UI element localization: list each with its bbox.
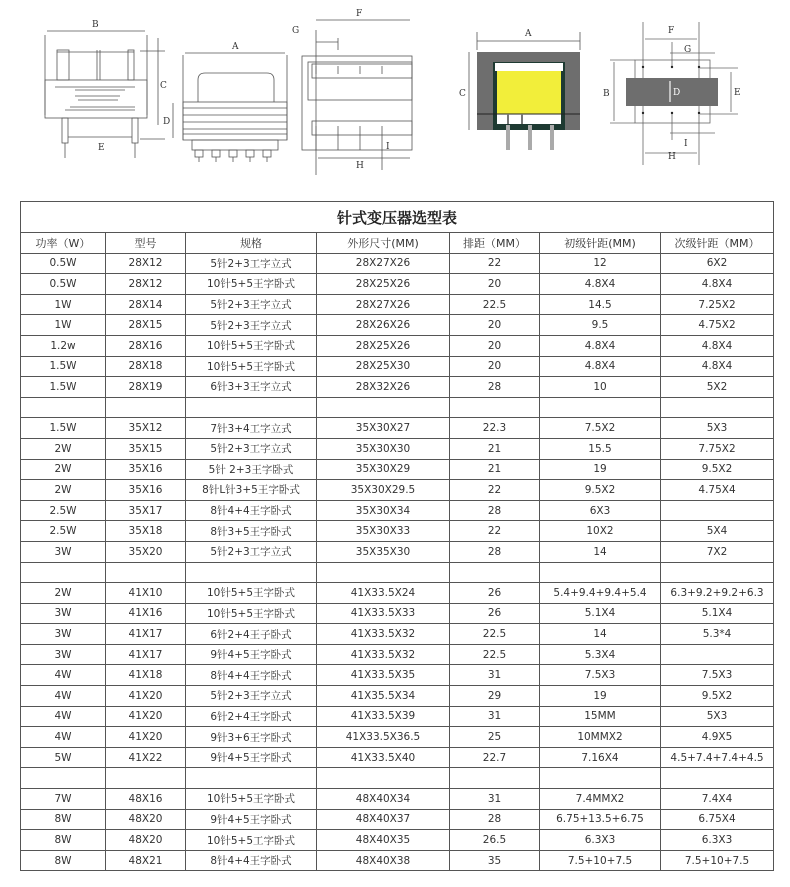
cell-model: 41X22 [106, 747, 186, 768]
table-row [21, 377, 774, 398]
cell-dimensions: 28X25X26 [317, 335, 450, 356]
table-row [21, 665, 774, 686]
cell-dimensions: 35X30X33 [317, 521, 450, 542]
pin-layout-diagram [290, 0, 415, 180]
cell-row-spacing: 26 [450, 583, 540, 604]
cell-spec: 5针2+3王字立式 [186, 315, 317, 336]
cell-secondary-pin-pitch: 7.4X4 [661, 789, 774, 810]
cell-model: 35X18 [106, 521, 186, 542]
table-row [21, 274, 774, 295]
cell-power: 1.5W [21, 356, 106, 377]
cell-model: 35X15 [106, 438, 186, 459]
empty-cell [317, 397, 450, 418]
cell-model: 48X21 [106, 850, 186, 871]
cell-primary-pin-pitch: 10 [540, 377, 661, 398]
cell-spec: 7针3+4工字立式 [186, 418, 317, 439]
cell-primary-pin-pitch: 15MM [540, 706, 661, 727]
cell-secondary-pin-pitch: 7.25X2 [661, 294, 774, 315]
cell-secondary-pin-pitch [661, 500, 774, 521]
table-title: 针式变压器选型表 [21, 202, 774, 233]
cell-power: 8W [21, 850, 106, 871]
cell-model: 41X17 [106, 624, 186, 645]
cell-model: 28X12 [106, 253, 186, 274]
cell-primary-pin-pitch: 19 [540, 686, 661, 707]
table-separator-row [21, 768, 774, 789]
cell-spec: 5针2+3工字立式 [186, 541, 317, 562]
empty-cell [661, 562, 774, 583]
cell-row-spacing: 28 [450, 541, 540, 562]
cell-power: 1.2w [21, 335, 106, 356]
cell-power: 0.5W [21, 274, 106, 295]
cell-spec: 6针2+4王字卧式 [186, 706, 317, 727]
cell-row-spacing: 31 [450, 665, 540, 686]
empty-cell [106, 397, 186, 418]
cell-primary-pin-pitch: 5.4+9.4+9.4+5.4 [540, 583, 661, 604]
table-row [21, 418, 774, 439]
cell-dimensions: 48X40X37 [317, 809, 450, 830]
cell-model: 41X16 [106, 603, 186, 624]
cell-power: 2W [21, 438, 106, 459]
cell-spec: 5针2+3王字立式 [186, 294, 317, 315]
cell-primary-pin-pitch: 19 [540, 459, 661, 480]
empty-cell [21, 562, 106, 583]
side-view-diagram [40, 0, 170, 170]
cell-row-spacing: 26 [450, 603, 540, 624]
cell-secondary-pin-pitch: 6.3+9.2+9.2+6.3 [661, 583, 774, 604]
cell-primary-pin-pitch: 4.8X4 [540, 356, 661, 377]
footprint-diagram [600, 0, 750, 170]
empty-cell [450, 768, 540, 789]
cell-spec: 8针3+5王字卧式 [186, 521, 317, 542]
cell-dimensions: 28X27X26 [317, 253, 450, 274]
header-power: 功率（W） [21, 233, 106, 254]
header-primary-pin-pitch: 初级针距(MM) [540, 233, 661, 254]
cell-secondary-pin-pitch: 6.3X3 [661, 830, 774, 851]
header-dimensions: 外形尺寸(MM) [317, 233, 450, 254]
cell-model: 28X12 [106, 274, 186, 295]
cell-spec: 8针4+4王字卧式 [186, 665, 317, 686]
cell-row-spacing: 21 [450, 459, 540, 480]
transformer-selection-table [20, 201, 774, 871]
dimension-label-d: D [163, 117, 171, 127]
cell-row-spacing: 22.5 [450, 294, 540, 315]
cell-primary-pin-pitch: 10MMX2 [540, 727, 661, 748]
table-row [21, 809, 774, 830]
cell-model: 28X14 [106, 294, 186, 315]
table-row [21, 727, 774, 748]
cell-dimensions: 41X33.5X39 [317, 706, 450, 727]
dimension-label-c: C [160, 81, 167, 91]
cell-primary-pin-pitch: 7.5X3 [540, 665, 661, 686]
cell-power: 2.5W [21, 521, 106, 542]
cell-primary-pin-pitch: 7.5+10+7.5 [540, 850, 661, 871]
cell-primary-pin-pitch: 14 [540, 541, 661, 562]
cell-row-spacing: 22.7 [450, 747, 540, 768]
cell-row-spacing: 21 [450, 438, 540, 459]
cell-row-spacing: 35 [450, 850, 540, 871]
cell-dimensions: 28X27X26 [317, 294, 450, 315]
cell-row-spacing: 20 [450, 335, 540, 356]
table-row [21, 438, 774, 459]
cell-row-spacing: 22.5 [450, 624, 540, 645]
cell-secondary-pin-pitch: 9.5X2 [661, 686, 774, 707]
cell-secondary-pin-pitch: 5X3 [661, 418, 774, 439]
empty-cell [186, 562, 317, 583]
cell-secondary-pin-pitch: 4.5+7.4+7.4+4.5 [661, 747, 774, 768]
cell-model: 35X20 [106, 541, 186, 562]
cell-model: 35X12 [106, 418, 186, 439]
cell-power: 1.5W [21, 418, 106, 439]
cell-power: 3W [21, 603, 106, 624]
cell-power: 7W [21, 789, 106, 810]
footprint-label-i: I [684, 139, 688, 149]
cell-secondary-pin-pitch: 5X2 [661, 377, 774, 398]
header-model: 型号 [106, 233, 186, 254]
empty-cell [186, 768, 317, 789]
cell-spec: 5针2+3工字立式 [186, 438, 317, 459]
dimension-label-b: B [92, 20, 99, 30]
empty-cell [540, 768, 661, 789]
cell-power: 4W [21, 706, 106, 727]
cell-primary-pin-pitch: 5.3X4 [540, 644, 661, 665]
cell-secondary-pin-pitch: 5.3*4 [661, 624, 774, 645]
footprint-label-g: G [684, 45, 692, 55]
cell-secondary-pin-pitch: 5.1X4 [661, 603, 774, 624]
cell-power: 1W [21, 315, 106, 336]
cell-model: 41X18 [106, 665, 186, 686]
cell-primary-pin-pitch: 14.5 [540, 294, 661, 315]
empty-cell [21, 768, 106, 789]
table-row [21, 500, 774, 521]
empty-cell [106, 562, 186, 583]
table-row [21, 253, 774, 274]
cell-dimensions: 41X33.5X32 [317, 644, 450, 665]
empty-cell [661, 397, 774, 418]
cell-secondary-pin-pitch: 9.5X2 [661, 459, 774, 480]
table-row [21, 706, 774, 727]
table-row [21, 624, 774, 645]
cell-row-spacing: 22.3 [450, 418, 540, 439]
cell-power: 3W [21, 624, 106, 645]
cell-power: 4W [21, 686, 106, 707]
cell-secondary-pin-pitch: 6.75X4 [661, 809, 774, 830]
cell-dimensions: 28X25X30 [317, 356, 450, 377]
cell-primary-pin-pitch: 6X3 [540, 500, 661, 521]
cell-spec: 9针4+5王字卧式 [186, 644, 317, 665]
cell-model: 41X10 [106, 583, 186, 604]
cell-model: 48X16 [106, 789, 186, 810]
cell-spec: 5针 2+3王字卧式 [186, 459, 317, 480]
cell-row-spacing: 22 [450, 253, 540, 274]
cell-model: 35X17 [106, 500, 186, 521]
cell-dimensions: 41X33.5X33 [317, 603, 450, 624]
section-label-c: C [459, 89, 466, 99]
table-row [21, 459, 774, 480]
table-row [21, 315, 774, 336]
cell-secondary-pin-pitch: 4.8X4 [661, 274, 774, 295]
cell-power: 4W [21, 665, 106, 686]
table-row [21, 747, 774, 768]
cell-model: 35X16 [106, 459, 186, 480]
dimension-label-g: G [292, 26, 300, 36]
cell-power: 5W [21, 747, 106, 768]
cell-dimensions: 28X26X26 [317, 315, 450, 336]
cell-power: 8W [21, 809, 106, 830]
table-row [21, 480, 774, 501]
dimension-label-i: I [386, 142, 390, 152]
cell-power: 2.5W [21, 500, 106, 521]
cell-spec: 5针2+3工字立式 [186, 253, 317, 274]
empty-cell [317, 562, 450, 583]
cell-dimensions: 41X33.5X40 [317, 747, 450, 768]
table-row [21, 789, 774, 810]
cell-row-spacing: 28 [450, 377, 540, 398]
empty-cell [106, 768, 186, 789]
cell-spec: 9针4+5王字卧式 [186, 809, 317, 830]
empty-cell [540, 562, 661, 583]
cell-model: 48X20 [106, 809, 186, 830]
cell-dimensions: 41X33.5X32 [317, 624, 450, 645]
cell-secondary-pin-pitch [661, 644, 774, 665]
footprint-label-e: E [734, 88, 741, 98]
cell-power: 1.5W [21, 377, 106, 398]
cell-row-spacing: 28 [450, 500, 540, 521]
cell-secondary-pin-pitch: 4.9X5 [661, 727, 774, 748]
cell-spec: 9针4+5王字卧式 [186, 747, 317, 768]
cell-dimensions: 48X40X38 [317, 850, 450, 871]
cell-model: 28X16 [106, 335, 186, 356]
cross-section-diagram [455, 0, 595, 160]
cell-dimensions: 41X35.5X34 [317, 686, 450, 707]
cell-spec: 10针5+5工字卧式 [186, 830, 317, 851]
dimension-label-a: A [232, 42, 239, 52]
cell-row-spacing: 22 [450, 480, 540, 501]
cell-dimensions: 35X30X29.5 [317, 480, 450, 501]
footprint-label-b: B [603, 89, 610, 99]
cell-primary-pin-pitch: 4.8X4 [540, 274, 661, 295]
cell-row-spacing: 22 [450, 521, 540, 542]
cell-row-spacing: 31 [450, 706, 540, 727]
footprint-label-f: F [668, 26, 675, 36]
dimension-diagrams [0, 0, 790, 190]
empty-cell [450, 562, 540, 583]
cell-dimensions: 35X35X30 [317, 541, 450, 562]
section-label-a: A [525, 29, 532, 39]
cell-spec: 8针4+4王字卧式 [186, 850, 317, 871]
cell-spec: 10针5+5王字卧式 [186, 335, 317, 356]
table-row [21, 294, 774, 315]
table-separator-row [21, 562, 774, 583]
cell-secondary-pin-pitch: 4.8X4 [661, 335, 774, 356]
cell-spec: 10针5+5王字卧式 [186, 603, 317, 624]
cell-dimensions: 35X30X29 [317, 459, 450, 480]
cell-power: 1W [21, 294, 106, 315]
cell-spec: 9针3+6王字卧式 [186, 727, 317, 748]
cell-row-spacing: 20 [450, 274, 540, 295]
cell-spec: 10针5+5王字卧式 [186, 583, 317, 604]
cell-spec: 10针5+5王字卧式 [186, 789, 317, 810]
dimension-label-e: E [98, 143, 105, 153]
cell-primary-pin-pitch: 7.16X4 [540, 747, 661, 768]
empty-cell [21, 397, 106, 418]
cell-row-spacing: 25 [450, 727, 540, 748]
table-row [21, 541, 774, 562]
cell-row-spacing: 20 [450, 315, 540, 336]
cell-dimensions: 41X33.5X35 [317, 665, 450, 686]
cell-model: 48X20 [106, 830, 186, 851]
cell-spec: 6针3+3王字立式 [186, 377, 317, 398]
cell-spec: 5针2+3王字立式 [186, 686, 317, 707]
table-row [21, 686, 774, 707]
cell-secondary-pin-pitch: 7X2 [661, 541, 774, 562]
cell-dimensions: 35X30X34 [317, 500, 450, 521]
footprint-label-h: H [668, 152, 676, 162]
cell-power: 2W [21, 480, 106, 501]
table-row [21, 830, 774, 851]
table-row [21, 356, 774, 377]
cell-primary-pin-pitch: 10X2 [540, 521, 661, 542]
cell-model: 41X20 [106, 686, 186, 707]
cell-dimensions: 41X33.5X36.5 [317, 727, 450, 748]
cell-dimensions: 28X25X26 [317, 274, 450, 295]
cell-power: 3W [21, 644, 106, 665]
cell-model: 41X20 [106, 706, 186, 727]
cell-spec: 6针2+4王子卧式 [186, 624, 317, 645]
cell-primary-pin-pitch: 7.5X2 [540, 418, 661, 439]
cell-secondary-pin-pitch: 4.8X4 [661, 356, 774, 377]
cell-dimensions: 48X40X35 [317, 830, 450, 851]
cell-dimensions: 28X32X26 [317, 377, 450, 398]
cell-secondary-pin-pitch: 4.75X4 [661, 480, 774, 501]
table-row [21, 644, 774, 665]
cell-secondary-pin-pitch: 7.75X2 [661, 438, 774, 459]
cell-power: 8W [21, 830, 106, 851]
cell-secondary-pin-pitch: 6X2 [661, 253, 774, 274]
cell-spec: 8针L针3+5王字卧式 [186, 480, 317, 501]
cell-dimensions: 35X30X30 [317, 438, 450, 459]
table-row [21, 521, 774, 542]
cell-power: 0.5W [21, 253, 106, 274]
dimension-label-f: F [356, 9, 363, 19]
table-row [21, 603, 774, 624]
empty-cell [661, 768, 774, 789]
empty-cell [317, 768, 450, 789]
cell-row-spacing: 29 [450, 686, 540, 707]
cell-dimensions: 41X33.5X24 [317, 583, 450, 604]
cell-primary-pin-pitch: 14 [540, 624, 661, 645]
cell-primary-pin-pitch: 5.1X4 [540, 603, 661, 624]
empty-cell [186, 397, 317, 418]
cell-primary-pin-pitch: 4.8X4 [540, 335, 661, 356]
cell-row-spacing: 26.5 [450, 830, 540, 851]
cell-model: 41X20 [106, 727, 186, 748]
header-spec: 规格 [186, 233, 317, 254]
cell-primary-pin-pitch: 6.3X3 [540, 830, 661, 851]
cell-secondary-pin-pitch: 5X3 [661, 706, 774, 727]
cell-row-spacing: 31 [450, 789, 540, 810]
cell-primary-pin-pitch: 9.5X2 [540, 480, 661, 501]
header-row-spacing: 排距（MM） [450, 233, 540, 254]
dimension-label-h: H [356, 161, 364, 171]
cell-primary-pin-pitch: 7.4MMX2 [540, 789, 661, 810]
cell-spec: 10针5+5王字卧式 [186, 274, 317, 295]
header-secondary-pin-pitch: 次级针距（MM） [661, 233, 774, 254]
cell-secondary-pin-pitch: 4.75X2 [661, 315, 774, 336]
cell-model: 28X19 [106, 377, 186, 398]
table-row [21, 583, 774, 604]
empty-cell [540, 397, 661, 418]
cell-row-spacing: 20 [450, 356, 540, 377]
cell-secondary-pin-pitch: 7.5X3 [661, 665, 774, 686]
cell-secondary-pin-pitch: 5X4 [661, 521, 774, 542]
cell-spec: 8针4+4王字卧式 [186, 500, 317, 521]
cell-model: 35X16 [106, 480, 186, 501]
footprint-label-d: D [673, 88, 681, 98]
table-row [21, 335, 774, 356]
cell-primary-pin-pitch: 15.5 [540, 438, 661, 459]
cell-row-spacing: 22.5 [450, 644, 540, 665]
front-view-diagram [180, 0, 290, 170]
cell-primary-pin-pitch: 6.75+13.5+6.75 [540, 809, 661, 830]
cell-dimensions: 35X30X27 [317, 418, 450, 439]
cell-model: 41X17 [106, 644, 186, 665]
cell-model: 28X15 [106, 315, 186, 336]
cell-primary-pin-pitch: 9.5 [540, 315, 661, 336]
cell-primary-pin-pitch: 12 [540, 253, 661, 274]
table-separator-row [21, 397, 774, 418]
cell-power: 4W [21, 727, 106, 748]
cell-dimensions: 48X40X34 [317, 789, 450, 810]
cell-row-spacing: 28 [450, 809, 540, 830]
cell-power: 3W [21, 541, 106, 562]
cell-model: 28X18 [106, 356, 186, 377]
table-body [21, 253, 774, 871]
cell-spec: 10针5+5王字卧式 [186, 356, 317, 377]
table-header-row [21, 233, 774, 254]
cell-power: 2W [21, 583, 106, 604]
cell-power: 2W [21, 459, 106, 480]
table-row [21, 850, 774, 871]
cell-secondary-pin-pitch: 7.5+10+7.5 [661, 850, 774, 871]
empty-cell [450, 397, 540, 418]
